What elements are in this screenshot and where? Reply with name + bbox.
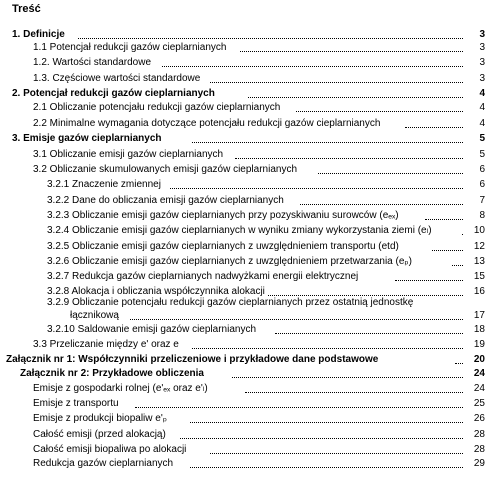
toc-entry-label: 1. Definicje [12,29,65,40]
toc-entry[interactable] [0,457,499,470]
toc-entry-page: 4 [479,118,485,129]
toc-entry-page: 19 [473,339,485,350]
toc-entry-page: 25 [473,398,485,409]
toc-entry[interactable] [0,148,499,161]
dot-leader [78,38,463,39]
dot-leader [130,319,463,320]
toc-entry[interactable] [0,178,499,191]
toc-entry-label: 3.2.3 Obliczanie emisji gazów cieplarnianych przy pozyskiwaniu surowców (eₑₓ) [47,210,399,221]
toc-entry-page: 12 [473,241,485,252]
toc-entry-label: 2.1 Obliczanie potencjału redukcji gazów cieplarnianych [33,102,281,113]
toc-entry-label: 3.1 Obliczanie emisji gazów cieplarnianych [33,149,224,160]
toc-entry[interactable] [0,117,499,130]
toc-entry[interactable] [0,72,499,85]
toc-entry-page: 24 [473,368,485,379]
dot-leader [245,392,463,393]
dot-leader [405,127,463,128]
toc-title: Treść [12,3,41,15]
toc-entry[interactable] [0,412,499,425]
dot-leader [455,363,463,364]
dot-leader [210,453,463,454]
toc-entry-page: 26 [473,413,485,424]
toc-entry-page: 17 [473,310,485,321]
toc-entry-label: 3.2.6 Obliczanie emisji gazów cieplarnianych z uwzględnieniem przetwarzania (eₚ) [47,256,413,267]
toc-entry-page: 8 [479,210,485,221]
toc-entry-label: Emisje z transportu [33,398,119,409]
toc-entry-page: 4 [479,102,485,113]
toc-entry[interactable] [0,224,499,237]
toc-entry[interactable] [0,41,499,54]
dot-leader [296,111,463,112]
dot-leader [162,66,463,67]
toc-entry-page: 13 [473,256,485,267]
toc-entry[interactable] [0,87,499,100]
toc-entry-page: 5 [479,149,485,160]
dot-leader [300,204,463,205]
toc-entry[interactable] [0,101,499,114]
toc-entry[interactable] [0,367,499,380]
dot-leader [192,348,463,349]
dot-leader [232,377,463,378]
toc-entry-page: 29 [473,458,485,469]
toc-entry-label: Załącznik nr 2: Przykładowe obliczenia [20,368,204,379]
toc-entry-page: 3 [479,29,485,40]
toc-entry-page: 28 [473,429,485,440]
toc-entry[interactable] [0,132,499,145]
dot-leader [432,250,463,251]
toc-entry[interactable] [0,353,499,366]
toc-entry[interactable] [0,194,499,207]
toc-entry[interactable] [0,255,499,268]
toc-entry-label: 3.2 Obliczanie skumulowanych emisji gazów cieplarnianych [33,164,298,175]
toc-entry-label: 3.2.2 Dane do obliczania emisji gazów cieplarnianych [47,195,284,206]
toc-entry-page: 15 [473,271,485,282]
toc-entry[interactable] [0,56,499,69]
toc-entry-page: 10 [473,225,485,236]
dot-leader [192,142,463,143]
toc-entry[interactable] [0,240,499,253]
toc-entry-label: 3. Emisje gazów cieplarnianych [12,133,162,144]
toc-entry[interactable] [0,309,499,322]
toc-entry-label: 2.2 Minimalne wymagania dotyczące potencjału redukcji gazów cieplarnianych [33,118,381,129]
toc-entry-label: 3.2.9 Obliczanie potencjału redukcji gazów cieplarnianych przez ostatnią jednostkę [47,297,414,308]
toc-entry-page: 5 [479,133,485,144]
toc-entry-page: 28 [473,444,485,455]
toc-entry-label: 3.2.4 Obliczanie emisji gazów cieplarnianych w wyniku zmiany wykorzystania ziemi (eₗ) [47,225,432,236]
dot-leader [395,280,463,281]
toc-entry-label: 2. Potencjał redukcji gazów cieplarnianych [12,88,215,99]
toc-entry-label: Całość emisji biopaliwa po alokacji [33,444,187,455]
toc-entry[interactable] [0,338,499,351]
dot-leader [425,219,463,220]
toc-entry-label: 3.2.5 Obliczanie emisji gazów cieplarnianych z uwzględnieniem transportu (etd) [47,241,399,252]
toc-entry-label: 3.2.10 Saldowanie emisji gazów cieplarnianych [47,324,257,335]
toc-entry-label: 1.3. Częściowe wartości standardowe [33,73,201,84]
toc-entry-page: 18 [473,324,485,335]
dot-leader [318,173,463,174]
toc-entry[interactable] [0,323,499,336]
toc-entry[interactable] [0,382,499,395]
toc-entry-label: 1.2. Wartości standardowe [33,57,152,68]
dot-leader [135,407,463,408]
toc-entry[interactable] [0,443,499,456]
toc-entry-label: 3.2.1 Znaczenie zmiennej [47,179,161,190]
dot-leader [452,265,463,266]
dot-leader [462,234,463,235]
toc-entry-label: Redukcja gazów cieplarnianych [33,458,174,469]
toc-entry-page: 3 [479,42,485,53]
dot-leader [275,333,463,334]
dot-leader [240,51,463,52]
toc-entry-label: 3.2.7 Redukcja gazów cieplarnianych nadwyżkami energii elektrycznej [47,271,359,282]
toc-entry-label: Załącznik nr 1: Współczynniki przeliczeniowe i przykładowe dane podstawowe [6,354,379,365]
toc-entry-page: 24 [473,383,485,394]
dot-leader [235,158,463,159]
dot-leader [170,188,463,189]
toc-entry-page: 3 [479,57,485,68]
toc-entry-label: 3.2.8 Alokacja i obliczania współczynnika alokacji [47,286,265,297]
toc-entry[interactable] [0,28,499,41]
toc-entry-page: 3 [479,73,485,84]
toc-entry-page: 6 [479,164,485,175]
toc-entry-page: 16 [473,286,485,297]
dot-leader [180,438,463,439]
toc-entry[interactable] [0,209,499,222]
toc-entry-page: 4 [479,88,485,99]
dot-leader [248,97,463,98]
toc-entry-page: 20 [473,354,485,365]
toc-entry-label: Emisje z gospodarki rolnej (e'ₑₓ oraz e'ₗ) [33,383,208,394]
toc-entry-label: Całość emisji (przed alokacją) [33,429,166,440]
toc-entry[interactable] [0,270,499,283]
toc-entry-page: 6 [479,179,485,190]
toc-entry-label: 3.3 Przeliczanie między e' oraz e [33,339,179,350]
toc-entry[interactable] [0,428,499,441]
toc-entry[interactable] [0,397,499,410]
dot-leader [210,82,463,83]
toc-entry[interactable] [0,163,499,176]
toc-entry-label-cont: łącznikową [70,310,119,321]
dot-leader [190,422,463,423]
dot-leader [190,467,463,468]
toc-entry-label: Emisje z produkcji biopaliw e'ₚ [33,413,168,424]
toc-entry-page: 7 [479,195,485,206]
toc-entry-label: 1.1 Potencjał redukcji gazów cieplarnianych [33,42,227,53]
